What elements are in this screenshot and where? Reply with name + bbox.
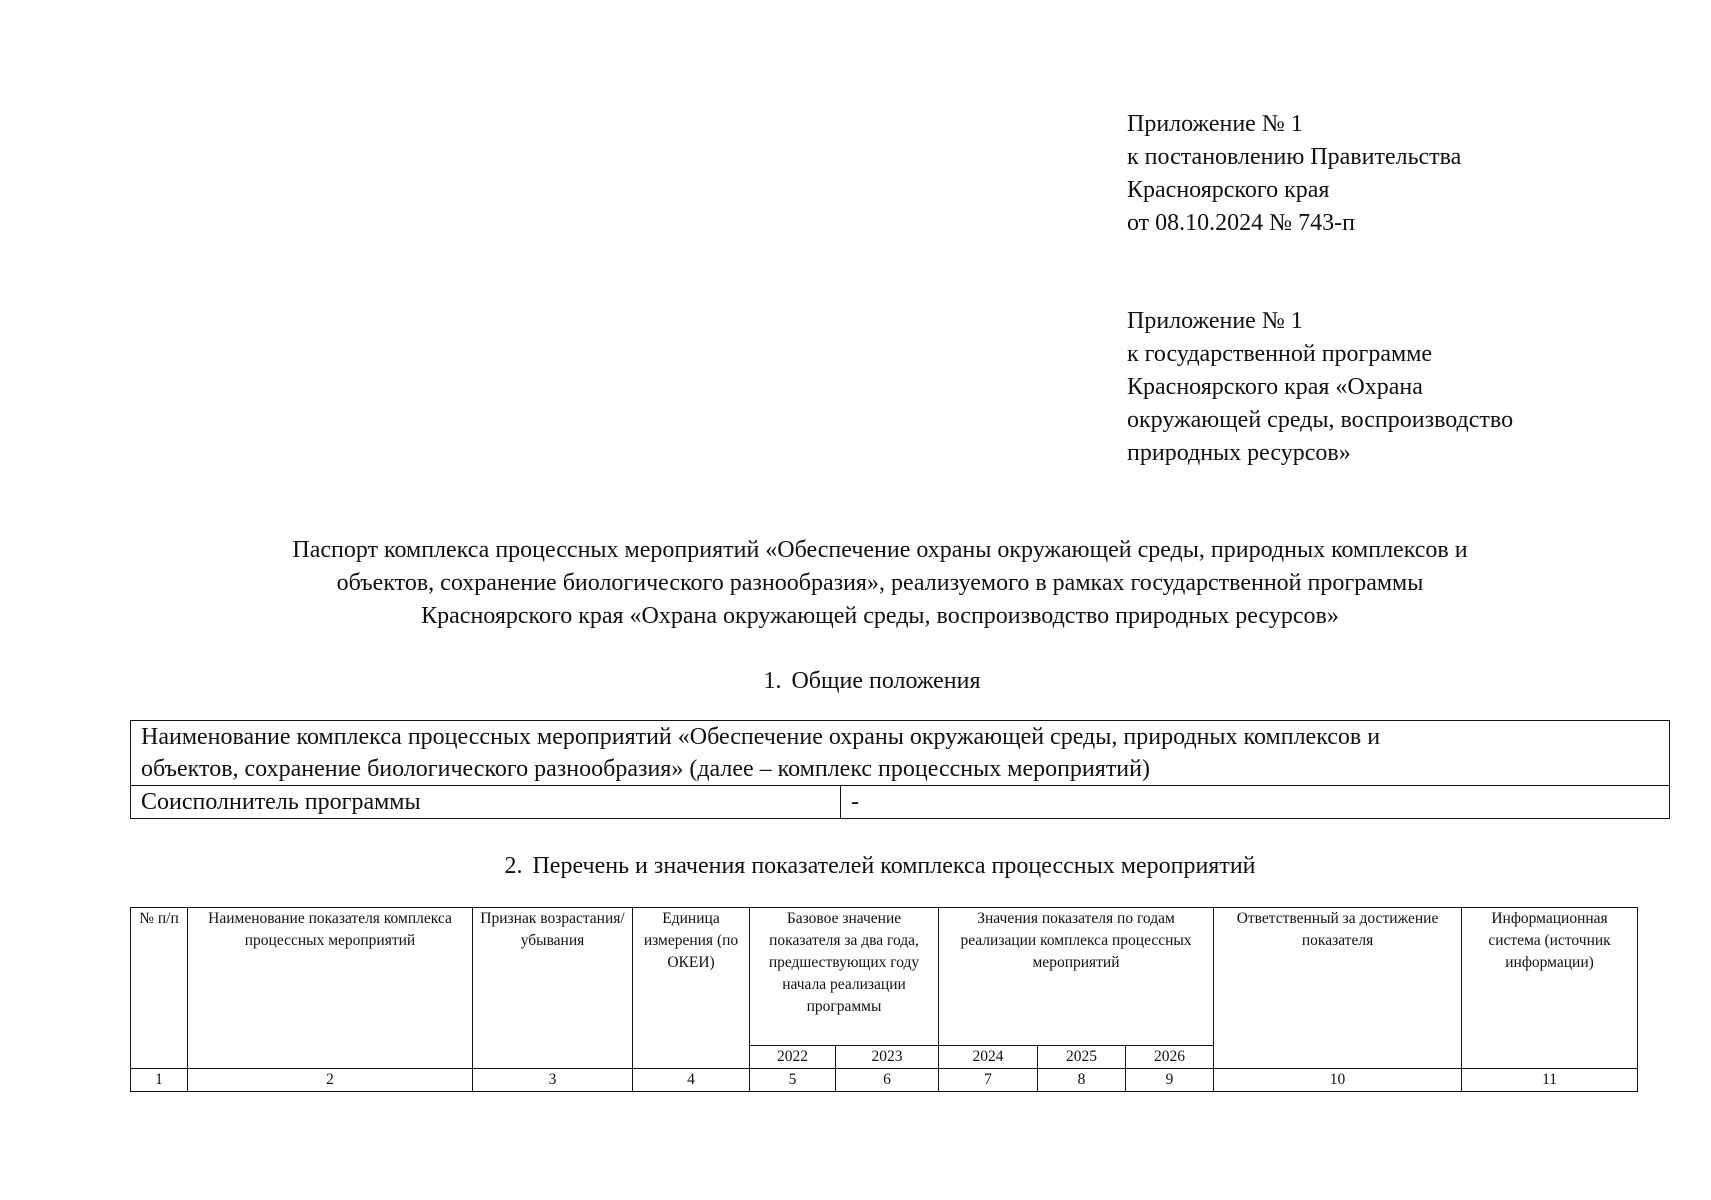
- column-number: 3: [473, 1069, 633, 1092]
- column-number: 5: [750, 1069, 836, 1092]
- complex-name-line: Наименование комплекса процессных мероприятий «Обеспечение охраны окружающей среды, природных комплексов и: [141, 724, 1381, 750]
- header-year: 2022: [750, 1046, 836, 1069]
- column-number: 9: [1126, 1069, 1214, 1092]
- column-number: 6: [836, 1069, 939, 1092]
- appendix-line: от 08.10.2024 № 743-п: [1127, 210, 1355, 236]
- appendix-line: окружающей среды, воспроизводство: [1127, 407, 1514, 433]
- appendix-line: Красноярского края: [1127, 177, 1330, 203]
- appendix-line: Приложение № 1: [1127, 308, 1303, 334]
- appendix-line: природных ресурсов»: [1127, 440, 1351, 466]
- section-1-heading: [112, 665, 1632, 698]
- appendix-line: Красноярского края «Охрана: [1127, 374, 1423, 400]
- complex-name-cell: [131, 721, 1670, 786]
- table-row: [131, 786, 1670, 819]
- section-title: Перечень и значения показателей комплекса процессных мероприятий: [532, 853, 1256, 879]
- header-year: 2026: [1126, 1046, 1214, 1069]
- header-info-system: Информационная система (источник информации): [1462, 908, 1638, 1069]
- column-number-row: [131, 1069, 1638, 1092]
- column-number: 11: [1462, 1069, 1638, 1092]
- header-unit: Единица измерения (по ОКЕИ): [633, 908, 750, 1069]
- complex-name-line: объектов, сохранение биологического разнообразия» (далее – комплекс процессных мероприятий): [141, 756, 1150, 782]
- coexecutor-label: Соисполнитель программы: [131, 786, 841, 819]
- column-number: 2: [188, 1069, 473, 1092]
- section-number: 2.: [504, 853, 523, 879]
- table-row: [131, 721, 1670, 786]
- appendix-line: Приложение № 1: [1127, 111, 1303, 137]
- title-line: Паспорт комплекса процессных мероприятий «Обеспечение охраны окружающей среды, природных комплексов и: [292, 537, 1468, 563]
- column-number: 7: [939, 1069, 1038, 1092]
- appendix-line: к постановлению Правительства: [1127, 144, 1462, 170]
- column-number: 8: [1038, 1069, 1126, 1092]
- section-number: 1.: [763, 668, 782, 694]
- column-number: 4: [633, 1069, 750, 1092]
- appendix-line: к государственной программе: [1127, 341, 1433, 367]
- header-year: 2023: [836, 1046, 939, 1069]
- appendix-header-program: [1127, 305, 1513, 470]
- header-responsible: Ответственный за достижение показателя: [1214, 908, 1462, 1069]
- title-line: объектов, сохранение биологического разнообразия», реализуемого в рамках государственной программы: [336, 570, 1424, 596]
- coexecutor-value: -: [841, 786, 1670, 819]
- header-values-by-year: Значения показателя по годам реализации комплекса процессных мероприятий: [939, 908, 1214, 1046]
- appendix-header-decree: [1127, 108, 1461, 240]
- header-trend: Признак возрастания/ убывания: [473, 908, 633, 1069]
- document-title: [120, 534, 1640, 633]
- header-year: 2024: [939, 1046, 1038, 1069]
- general-provisions-table: [130, 720, 1670, 819]
- indicators-table: [130, 907, 1638, 1092]
- section-title: Общие положения: [791, 668, 981, 694]
- table-header-row: [131, 908, 1638, 1046]
- column-number: 10: [1214, 1069, 1462, 1092]
- title-line: Красноярского края «Охрана окружающей среды, воспроизводство природных ресурсов»: [421, 603, 1339, 629]
- header-num: № п/п: [131, 908, 188, 1069]
- header-indicator-name: Наименование показателя комплекса процессных мероприятий: [188, 908, 473, 1069]
- column-number: 1: [131, 1069, 188, 1092]
- section-2-heading: [120, 850, 1640, 883]
- header-year: 2025: [1038, 1046, 1126, 1069]
- header-base-value: Базовое значение показателя за два года, предшествующих году начала реализации программы: [750, 908, 939, 1046]
